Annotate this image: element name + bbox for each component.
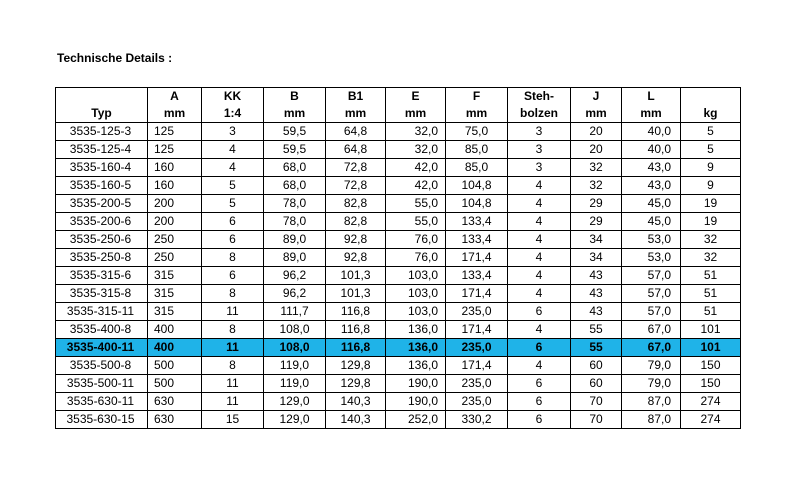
- table-cell: 104,8: [446, 177, 508, 195]
- header-cell: E: [386, 88, 446, 106]
- table-cell: 78,0: [264, 213, 326, 231]
- table-cell: 400: [148, 339, 202, 357]
- table-cell: 5: [202, 177, 264, 195]
- header-cell: Steh-: [508, 88, 571, 106]
- table-cell: 79,0: [622, 375, 681, 393]
- table-cell: 4: [508, 249, 571, 267]
- header-cell: mm: [446, 105, 508, 123]
- table-cell: 82,8: [326, 195, 386, 213]
- table-cell: 3535-500-8: [56, 357, 148, 375]
- table-cell: 111,7: [264, 303, 326, 321]
- table-cell: 11: [202, 303, 264, 321]
- header-cell: mm: [264, 105, 326, 123]
- table-cell: 32,0: [386, 123, 446, 141]
- table-cell: 15: [202, 411, 264, 429]
- table-cell: 160: [148, 159, 202, 177]
- table-cell: 6: [508, 303, 571, 321]
- table-cell: 70: [571, 411, 622, 429]
- table-cell: 67,0: [622, 339, 681, 357]
- table-cell: 55: [571, 339, 622, 357]
- table-cell: 3535-400-11: [56, 339, 148, 357]
- table-cell: 34: [571, 231, 622, 249]
- table-cell: 140,3: [326, 393, 386, 411]
- table-cell: 171,4: [446, 285, 508, 303]
- table-cell: 630: [148, 411, 202, 429]
- header-cell: B: [264, 88, 326, 106]
- header-cell: [56, 88, 148, 106]
- table-cell: 190,0: [386, 393, 446, 411]
- table-cell: 51: [681, 285, 741, 303]
- table-cell: 171,4: [446, 357, 508, 375]
- table-cell: 20: [571, 123, 622, 141]
- table-cell: 8: [202, 321, 264, 339]
- table-row: [56, 375, 741, 393]
- table-row: [56, 177, 741, 195]
- table-cell: 75,0: [446, 123, 508, 141]
- table-cell: 5: [202, 195, 264, 213]
- table-row: [56, 141, 741, 159]
- table-cell: 3: [508, 141, 571, 159]
- table-cell: 32: [571, 159, 622, 177]
- table-cell: 136,0: [386, 339, 446, 357]
- table-cell: 64,8: [326, 141, 386, 159]
- table-cell: 150: [681, 375, 741, 393]
- table-cell: 250: [148, 231, 202, 249]
- table-cell: 57,0: [622, 267, 681, 285]
- table-cell: 34: [571, 249, 622, 267]
- table-cell: 3535-500-11: [56, 375, 148, 393]
- table-cell: 250: [148, 249, 202, 267]
- table-cell: 57,0: [622, 303, 681, 321]
- table-cell: 43,0: [622, 159, 681, 177]
- table-cell: 4: [508, 285, 571, 303]
- table-cell: 4: [508, 177, 571, 195]
- header-row-2: [56, 105, 741, 123]
- table-cell: 3535-315-6: [56, 267, 148, 285]
- header-cell: A: [148, 88, 202, 106]
- table-cell: 45,0: [622, 213, 681, 231]
- table-cell: 6: [508, 411, 571, 429]
- header-cell: bolzen: [508, 105, 571, 123]
- table-cell: 20: [571, 141, 622, 159]
- table-cell: 190,0: [386, 375, 446, 393]
- table-cell: 72,8: [326, 177, 386, 195]
- table-cell: 78,0: [264, 195, 326, 213]
- table-cell: 8: [202, 357, 264, 375]
- table-cell: 85,0: [446, 141, 508, 159]
- table-cell: 79,0: [622, 357, 681, 375]
- table-cell: 133,4: [446, 213, 508, 231]
- table-cell: 29: [571, 213, 622, 231]
- table-cell: 129,0: [264, 393, 326, 411]
- table-cell: 43: [571, 267, 622, 285]
- table-cell: 103,0: [386, 303, 446, 321]
- table-cell: 4: [508, 213, 571, 231]
- table-cell: 55: [571, 321, 622, 339]
- table-cell: 8: [202, 285, 264, 303]
- table-cell: 4: [508, 267, 571, 285]
- table-cell: 32,0: [386, 141, 446, 159]
- table-cell: 150: [681, 357, 741, 375]
- table-cell: 116,8: [326, 321, 386, 339]
- header-cell: mm: [622, 105, 681, 123]
- header-cell: F: [446, 88, 508, 106]
- table-row: [56, 321, 741, 339]
- table-cell: 43,0: [622, 177, 681, 195]
- table-cell: 133,4: [446, 267, 508, 285]
- table-cell: 55,0: [386, 195, 446, 213]
- table-cell: 19: [681, 195, 741, 213]
- table-cell: 40,0: [622, 141, 681, 159]
- table-cell: 32: [571, 177, 622, 195]
- header-cell: L: [622, 88, 681, 106]
- table-cell: 4: [508, 357, 571, 375]
- table-cell: 4: [508, 231, 571, 249]
- table-cell: 45,0: [622, 195, 681, 213]
- table-cell: 160: [148, 177, 202, 195]
- table-cell: 274: [681, 393, 741, 411]
- table-cell: 125: [148, 123, 202, 141]
- table-cell: 315: [148, 303, 202, 321]
- table-cell: 3535-250-8: [56, 249, 148, 267]
- table-cell: 330,2: [446, 411, 508, 429]
- table-row: [56, 213, 741, 231]
- table-cell: 3535-125-4: [56, 141, 148, 159]
- table-cell: 101,3: [326, 267, 386, 285]
- table-cell: 19: [681, 213, 741, 231]
- table-row: [56, 411, 741, 429]
- table-row: [56, 393, 741, 411]
- table-cell: 11: [202, 375, 264, 393]
- table-cell: 32: [681, 231, 741, 249]
- table-cell: 103,0: [386, 285, 446, 303]
- table-row: [56, 357, 741, 375]
- header-cell: [681, 88, 741, 106]
- table-cell: 6: [508, 393, 571, 411]
- table-cell: 89,0: [264, 231, 326, 249]
- table-row: [56, 231, 741, 249]
- table-cell: 70: [571, 393, 622, 411]
- table-cell: 3535-315-11: [56, 303, 148, 321]
- table-cell: 4: [508, 195, 571, 213]
- header-cell: mm: [386, 105, 446, 123]
- table-cell: 92,8: [326, 231, 386, 249]
- table-cell: 53,0: [622, 249, 681, 267]
- table-cell: 3: [508, 123, 571, 141]
- table-cell: 3535-630-15: [56, 411, 148, 429]
- header-cell: kg: [681, 105, 741, 123]
- table-cell: 252,0: [386, 411, 446, 429]
- table-cell: 5: [681, 141, 741, 159]
- table-cell: 129,8: [326, 357, 386, 375]
- table-cell: 200: [148, 195, 202, 213]
- header-cell: B1: [326, 88, 386, 106]
- table-cell: 89,0: [264, 249, 326, 267]
- table-cell: 315: [148, 285, 202, 303]
- table-cell: 3: [508, 159, 571, 177]
- table-cell: 6: [508, 375, 571, 393]
- table-cell: 235,0: [446, 393, 508, 411]
- table-row: [56, 267, 741, 285]
- table-cell: 55,0: [386, 213, 446, 231]
- table-cell: 104,8: [446, 195, 508, 213]
- table-row: [56, 285, 741, 303]
- table-cell: 43: [571, 303, 622, 321]
- table-row: [56, 303, 741, 321]
- table-row: [56, 339, 741, 357]
- header-cell: Typ: [56, 105, 148, 123]
- table-cell: 32: [681, 249, 741, 267]
- table-cell: 116,8: [326, 303, 386, 321]
- header-row-1: [56, 88, 741, 106]
- table-cell: 5: [681, 123, 741, 141]
- table-cell: 3: [202, 123, 264, 141]
- table-cell: 9: [681, 159, 741, 177]
- table-cell: 85,0: [446, 159, 508, 177]
- table-cell: 51: [681, 303, 741, 321]
- table-cell: 235,0: [446, 303, 508, 321]
- table-cell: 103,0: [386, 267, 446, 285]
- table-cell: 108,0: [264, 321, 326, 339]
- table-cell: 42,0: [386, 177, 446, 195]
- table-cell: 96,2: [264, 285, 326, 303]
- table-cell: 3535-250-6: [56, 231, 148, 249]
- table-cell: 4: [202, 141, 264, 159]
- table-cell: 140,3: [326, 411, 386, 429]
- table-cell: 57,0: [622, 285, 681, 303]
- table-cell: 60: [571, 375, 622, 393]
- table-cell: 76,0: [386, 249, 446, 267]
- table-cell: 6: [202, 213, 264, 231]
- table-cell: 3535-200-5: [56, 195, 148, 213]
- table-cell: 29: [571, 195, 622, 213]
- table-cell: 87,0: [622, 393, 681, 411]
- table-cell: 171,4: [446, 321, 508, 339]
- table-cell: 68,0: [264, 159, 326, 177]
- table-cell: 3535-400-8: [56, 321, 148, 339]
- table-cell: 133,4: [446, 231, 508, 249]
- section-title: Technische Details :: [57, 51, 173, 65]
- table-cell: 101: [681, 339, 741, 357]
- table-cell: 119,0: [264, 375, 326, 393]
- table-cell: 101: [681, 321, 741, 339]
- table-cell: 67,0: [622, 321, 681, 339]
- table-row: [56, 159, 741, 177]
- table-cell: 400: [148, 321, 202, 339]
- header-cell: mm: [326, 105, 386, 123]
- table-cell: 6: [202, 231, 264, 249]
- table-cell: 3535-630-11: [56, 393, 148, 411]
- table-cell: 4: [202, 159, 264, 177]
- table-row: [56, 249, 741, 267]
- header-cell: 1:4: [202, 105, 264, 123]
- table-cell: 40,0: [622, 123, 681, 141]
- technical-details-table: [55, 87, 741, 429]
- table-cell: 43: [571, 285, 622, 303]
- table-cell: 11: [202, 393, 264, 411]
- table-cell: 119,0: [264, 357, 326, 375]
- table-cell: 3535-125-3: [56, 123, 148, 141]
- table-cell: 96,2: [264, 267, 326, 285]
- table-cell: 116,8: [326, 339, 386, 357]
- table-cell: 6: [508, 339, 571, 357]
- table-cell: 200: [148, 213, 202, 231]
- table-cell: 11: [202, 339, 264, 357]
- table-cell: 9: [681, 177, 741, 195]
- table-cell: 136,0: [386, 321, 446, 339]
- table-cell: 129,8: [326, 375, 386, 393]
- table-cell: 3535-160-4: [56, 159, 148, 177]
- table-cell: 235,0: [446, 339, 508, 357]
- table-cell: 630: [148, 393, 202, 411]
- table-cell: 235,0: [446, 375, 508, 393]
- header-cell: J: [571, 88, 622, 106]
- table-cell: 315: [148, 267, 202, 285]
- header-cell: KK: [202, 88, 264, 106]
- table-cell: 500: [148, 375, 202, 393]
- table-cell: 82,8: [326, 213, 386, 231]
- table-cell: 53,0: [622, 231, 681, 249]
- table-cell: 8: [202, 249, 264, 267]
- table-row: [56, 195, 741, 213]
- table-row: [56, 123, 741, 141]
- table-cell: 108,0: [264, 339, 326, 357]
- header-cell: mm: [571, 105, 622, 123]
- table-cell: 72,8: [326, 159, 386, 177]
- table-cell: 60: [571, 357, 622, 375]
- table-cell: 3535-200-6: [56, 213, 148, 231]
- table-cell: 76,0: [386, 231, 446, 249]
- table-cell: 500: [148, 357, 202, 375]
- header-cell: mm: [148, 105, 202, 123]
- table-cell: 171,4: [446, 249, 508, 267]
- table-cell: 68,0: [264, 177, 326, 195]
- table-cell: 51: [681, 267, 741, 285]
- table-cell: 59,5: [264, 141, 326, 159]
- table-cell: 274: [681, 411, 741, 429]
- table-cell: 87,0: [622, 411, 681, 429]
- table-cell: 59,5: [264, 123, 326, 141]
- table-cell: 3535-315-8: [56, 285, 148, 303]
- table-body: [56, 123, 741, 429]
- table-cell: 92,8: [326, 249, 386, 267]
- table-cell: 101,3: [326, 285, 386, 303]
- table-cell: 3535-160-5: [56, 177, 148, 195]
- table-cell: 125: [148, 141, 202, 159]
- table-cell: 136,0: [386, 357, 446, 375]
- table-cell: 64,8: [326, 123, 386, 141]
- table-cell: 4: [508, 321, 571, 339]
- table-cell: 6: [202, 267, 264, 285]
- table-cell: 129,0: [264, 411, 326, 429]
- table-cell: 42,0: [386, 159, 446, 177]
